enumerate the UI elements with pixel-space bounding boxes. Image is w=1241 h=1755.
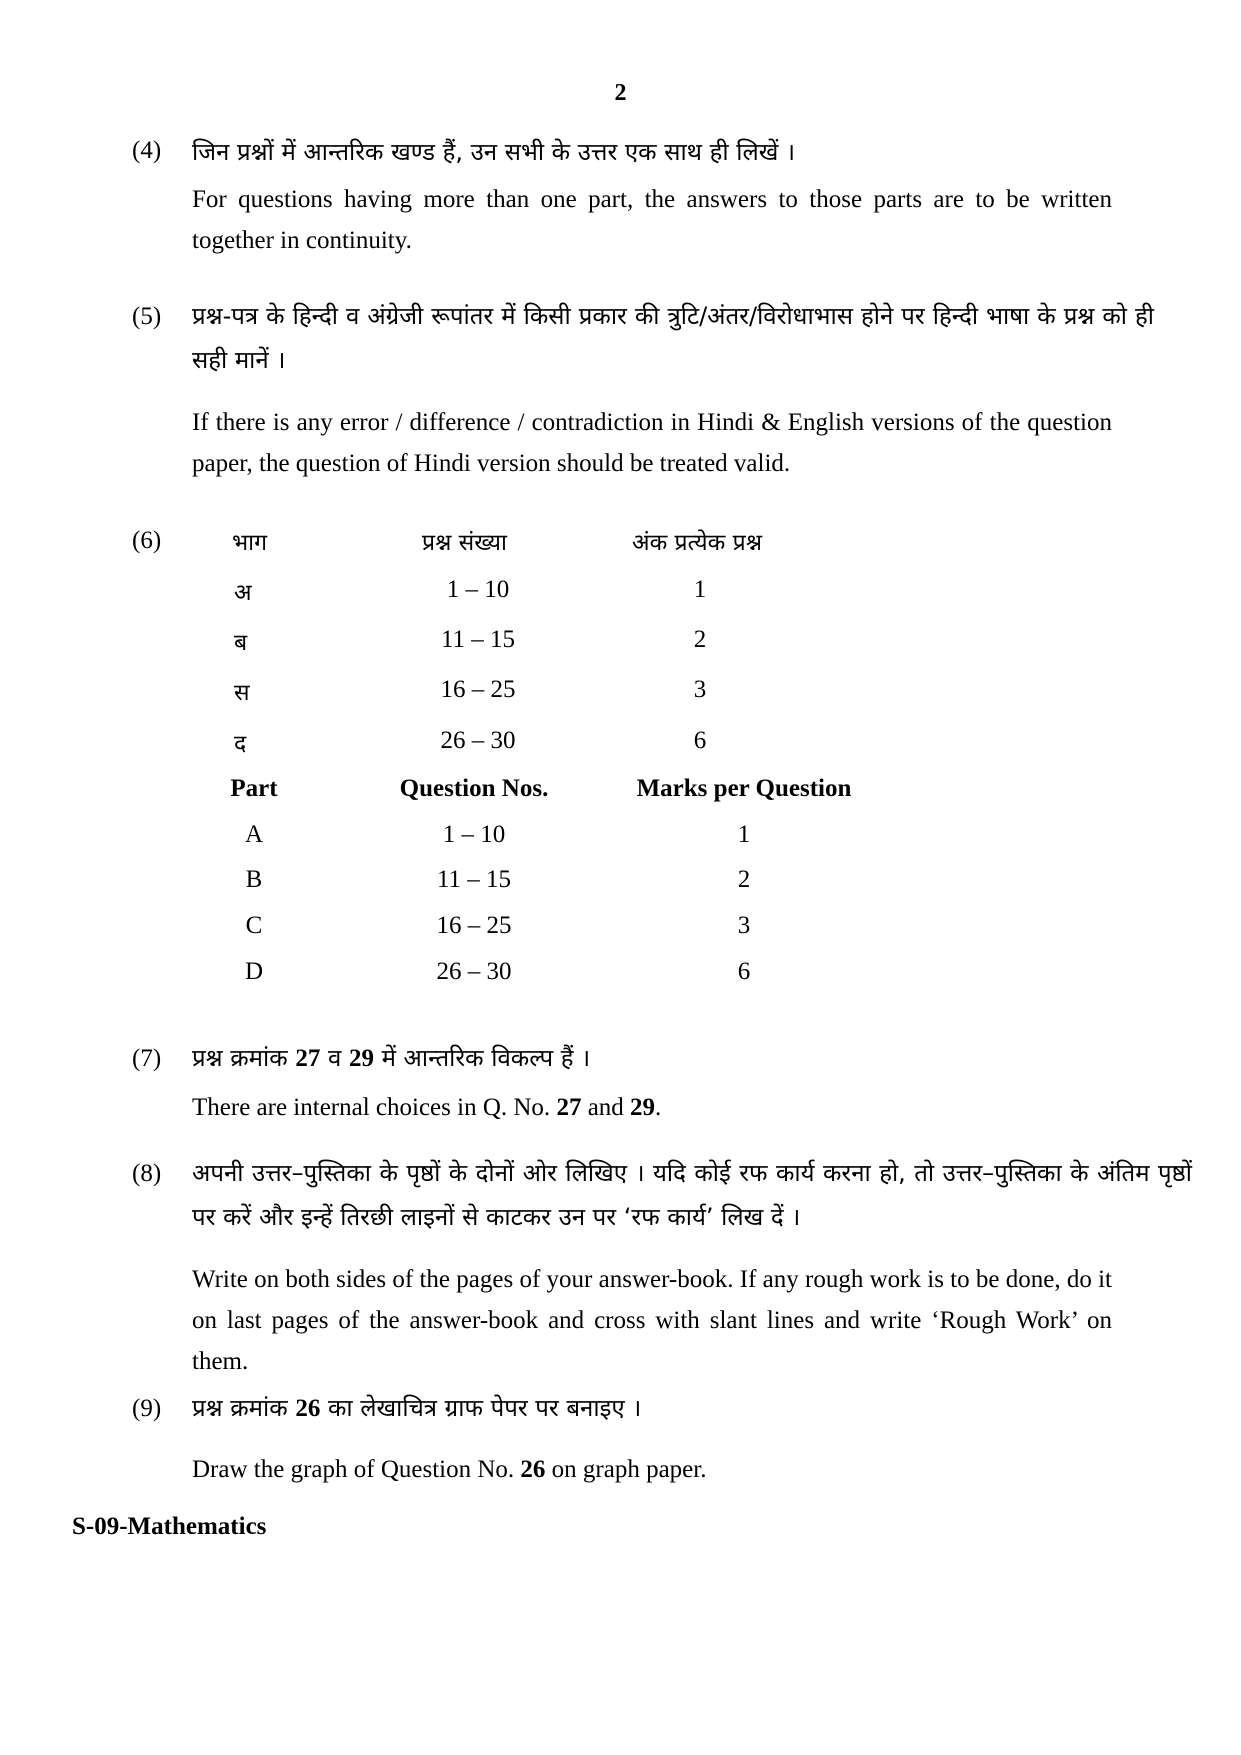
table-header-question-nos: प्रश्न संख्या [422,530,507,556]
table-cell: 26 – 30 [440,727,516,754]
table-cell: D [244,958,264,985]
instruction-english-text [192,1087,1112,1128]
table-cell: 11 – 15 [440,626,516,653]
text-segment: on graph paper. [545,1456,707,1483]
table-cell: 3 [737,912,751,939]
table-cell: अ [234,580,252,606]
table-header-marks: अंक प्रत्येक प्रश्न [632,530,762,556]
instruction-6 [132,527,1132,997]
table-cell: B [245,866,263,893]
instruction-number: (7) [132,1045,162,1072]
text-segment: . [655,1094,662,1121]
table-cell: द [234,731,247,757]
text-segment: There are internal choices in Q. No. [192,1094,557,1121]
table-cell: 11 – 15 [436,866,512,893]
instruction-number: (8) [132,1160,162,1187]
table-cell: 3 [693,676,707,703]
instruction-english-text [192,1449,1112,1490]
instruction-number: (5) [132,303,162,330]
table-header-part: Part [230,775,278,802]
question-number: 29 [348,1045,374,1072]
question-number: 27 [556,1094,582,1121]
text-segment: प्रश्न क्रमांक [192,1044,296,1072]
text-segment: में आन्तरिक विकल्प हैं । [373,1044,591,1072]
table-cell: 1 [737,821,751,848]
table-cell: A [244,821,264,848]
question-number: 29 [630,1094,656,1121]
instruction-english-text: For questions having more than one part, the answers to those parts are to be written together in continuity. [192,186,1112,254]
instruction-hindi-text: प्रश्न-पत्र के हिन्दी व अंग्रेजी रूपांतर में किसी प्रकार की त्रुटि/अंतर/विरोधाभास होने पर हिन्दी भाषा के प्रश्न को ही सही मानें । [192,302,1154,374]
table-cell: 1 [693,576,707,603]
table-cell: 26 – 30 [436,958,512,985]
table-cell: 1 – 10 [442,821,506,848]
page-number: 2 [614,80,627,106]
table-cell: 16 – 25 [436,912,512,939]
instruction-number: (6) [132,527,162,554]
instruction-hindi-text: अपनी उत्तर–पुस्तिका के पृष्ठों के दोनों ओर लिखिए । यदि कोई रफ कार्य करना हो, तो उत्तर–पुस्तिका के अंतिम पृष्ठों पर करें और इन्हें तिरछी लाइनों से काटकर उन पर ‘रफ कार्य’ लिख दें । [192,1159,1192,1231]
table-cell: ब [234,630,248,656]
question-number: 26 [295,1395,321,1422]
paper-code-footer: S-09-Mathematics [72,1513,267,1540]
table-cell: 2 [693,626,707,653]
text-segment: प्रश्न क्रमांक [192,1394,296,1422]
text-segment: का लेखाचित्र ग्राफ पेपर पर बनाइए । [320,1394,642,1422]
instruction-number: (4) [132,137,162,164]
table-cell: 16 – 25 [440,676,516,703]
table-header-question-nos: Question Nos. [399,775,549,802]
table-cell: 6 [737,958,751,985]
table-cell: स [234,680,250,706]
question-number: 27 [295,1045,321,1072]
question-number: 26 [520,1456,546,1483]
table-cell: 1 – 10 [446,576,510,603]
instruction-hindi-text [192,1036,1192,1081]
table-cell: 6 [693,727,707,754]
instruction-hindi-text [192,1386,1192,1431]
text-segment: and [581,1094,631,1121]
text-segment: व [320,1044,349,1072]
instruction-number: (9) [132,1395,162,1422]
instruction-english-text: Write on both sides of the pages of your answer-book. If any rough work is to be done, do it on last pages of the answer-book and cross with slant lines and write ‘Rough Work’ on them. [192,1266,1112,1375]
instruction-hindi-text: जिन प्रश्नों में आन्तरिक खण्ड हैं, उन सभी के उत्तर एक साथ ही लिखें । [192,138,796,166]
table-cell: 2 [737,866,751,893]
table-header-marks: Marks per Question [636,775,852,802]
text-segment: Draw the graph of Question No. [192,1456,521,1483]
table-header-part: भाग [232,530,268,556]
table-cell: C [245,912,263,939]
instruction-english-text: If there is any error / difference / contradiction in Hindi & English versions of the question paper, the question of Hindi version should be treated valid. [192,409,1112,477]
